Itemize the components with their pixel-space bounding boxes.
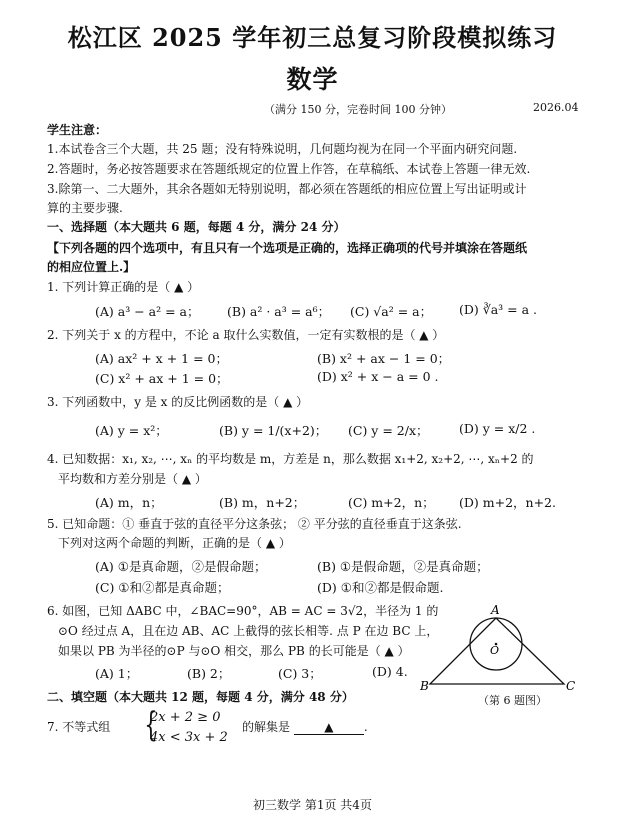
question-1-stem: 1. 下列计算正确的是（ ▲ ）: [47, 280, 200, 294]
question-7-answer-blank[interactable]: ▲: [294, 720, 364, 735]
inequality-2: 4x < 3x + 2: [150, 730, 228, 745]
notice-item: 3.除第一、二大题外，其余各题如无特别说明，都必须在答题纸的相应位置上写出证明或计: [47, 182, 527, 196]
label-c: C: [566, 679, 576, 692]
page-footer: 初三数学 第1页 共4页: [253, 798, 372, 812]
question-4-stem: 4. 已知数据：x₁, x₂, ⋯, xₙ 的平均数是 m，方差是 n，那么数据 x₁+2, x₂+2, ⋯, xₙ+2 的: [47, 452, 534, 466]
question-2-stem: 2. 下列关于 x 的方程中，不论 a 取什么实数值，一定有实数根的是（ ▲ ）: [47, 328, 445, 342]
q6-option-d: (D) 4.: [372, 664, 408, 679]
label-b: B: [420, 679, 429, 692]
q1-option-b: (B) a² · a³ = a⁶；: [227, 304, 331, 319]
notice-item: 1.本试卷含三个大题，共 25 题；没有特殊说明，几何题均视为在同一个平面内研究问题.: [47, 142, 518, 156]
inequality-system: [150, 708, 228, 748]
label-a: A: [491, 603, 500, 617]
notice-heading: 学生注意：: [47, 123, 108, 137]
q4-option-a: (A) m，n；: [95, 495, 163, 510]
section2-heading: 二、填空题（本大题共 12 题，每题 4 分，满分 48 分）: [47, 690, 354, 704]
notice-item: 算的主要步骤.: [47, 201, 123, 215]
q4-option-b: (B) m，n+2；: [219, 495, 306, 510]
q1-option-c: (C) √a² = a；: [350, 304, 433, 319]
system-brace: {: [144, 705, 158, 745]
q3-option-b: (B) y = 1/(x+2)；: [219, 423, 328, 438]
section1-instruction: 【下列各题的四个选项中，有且只有一个选项是正确的，选择正确项的代号并填涂在答题纸: [47, 241, 528, 255]
q6-option-a: (A) 1；: [95, 666, 139, 681]
subject-title: 数学: [286, 65, 339, 94]
question-7-suffix-text: 的解集是: [242, 720, 291, 734]
figure-caption: （第 6 题图）: [478, 694, 547, 707]
label-o: O: [490, 644, 500, 657]
question-6-figure: [418, 602, 578, 692]
q5-option-d: (D) ①和②都是假命题.: [317, 580, 444, 595]
q5-option-a: (A) ①是真命题，②是假命题；: [95, 559, 267, 574]
q2-option-a: (A) ax² + x + 1 = 0；: [95, 351, 228, 366]
question-4-stem: 平均数和方差分别是（ ▲ ）: [58, 472, 207, 486]
q6-option-c: (C) 3；: [278, 666, 322, 681]
q3-option-d: (D) y = x/2 .: [459, 421, 536, 436]
exam-title: 松江区 2025 学年初三总复习阶段模拟练习: [67, 23, 558, 52]
question-7-prefix: 7. 不等式组: [47, 720, 111, 734]
q6-option-b: (B) 2；: [187, 666, 231, 681]
q3-option-a: (A) y = x²；: [95, 423, 168, 438]
question-6-stem: 6. 如图，已知 ΔABC 中，∠BAC=90°，AB = AC = 3√2，半径为 1 的: [47, 604, 439, 618]
q4-option-c: (C) m+2，n；: [348, 495, 435, 510]
section1-heading: 一、选择题（本大题共 6 题，每题 4 分，满分 24 分）: [47, 220, 346, 234]
q2-option-d: (D) x² + x − a = 0 .: [317, 369, 439, 384]
q2-option-b: (B) x² + ax − 1 = 0；: [317, 351, 451, 366]
q2-option-c: (C) x² + ax + 1 = 0；: [95, 371, 229, 386]
question-5-stem: 下列对这两个命题的判断，正确的是（ ▲ ）: [58, 536, 291, 550]
q5-option-b: (B) ①是假命题，②是真命题；: [317, 559, 489, 574]
question-7-suffix: [242, 718, 368, 735]
q4-option-d: (D) m+2，n+2.: [459, 495, 556, 510]
question-3-stem: 3. 下列函数中，y 是 x 的反比例函数的是（ ▲ ）: [47, 395, 309, 409]
exam-info: （满分 150 分，完卷时间 100 分钟）: [264, 103, 452, 116]
q3-option-c: (C) y = 2/x；: [348, 423, 429, 438]
q1-option-d: (D) ∛a³ = a .: [459, 302, 537, 317]
q5-option-c: (C) ①和②都是真命题；: [95, 580, 230, 595]
question-5-stem: 5. 已知命题：① 垂直于弦的直径平分这条弦； ② 平分弦的直径垂直于这条弦.: [47, 517, 462, 531]
q1-option-a: (A) a³ − a² = a；: [95, 304, 200, 319]
inequality-1: 2x + 2 ≥ 0: [150, 710, 221, 725]
question-6-stem: ⊙O 经过点 A，且在边 AB、AC 上截得的弦长相等. 点 P 在边 BC 上，: [58, 624, 439, 638]
exam-date: 2026.04: [533, 101, 579, 114]
section1-instruction: 的相应位置上.】: [47, 260, 136, 274]
question-7-end: .: [363, 720, 368, 734]
notice-item: 2.答题时，务必按答题要求在答题纸规定的位置上作答，在草稿纸、本试卷上答题一律无效.: [47, 162, 531, 176]
question-6-stem: 如果以 PB 为半径的⊙P 与⊙O 相交，那么 PB 的长可能是（ ▲ ）: [58, 644, 410, 658]
